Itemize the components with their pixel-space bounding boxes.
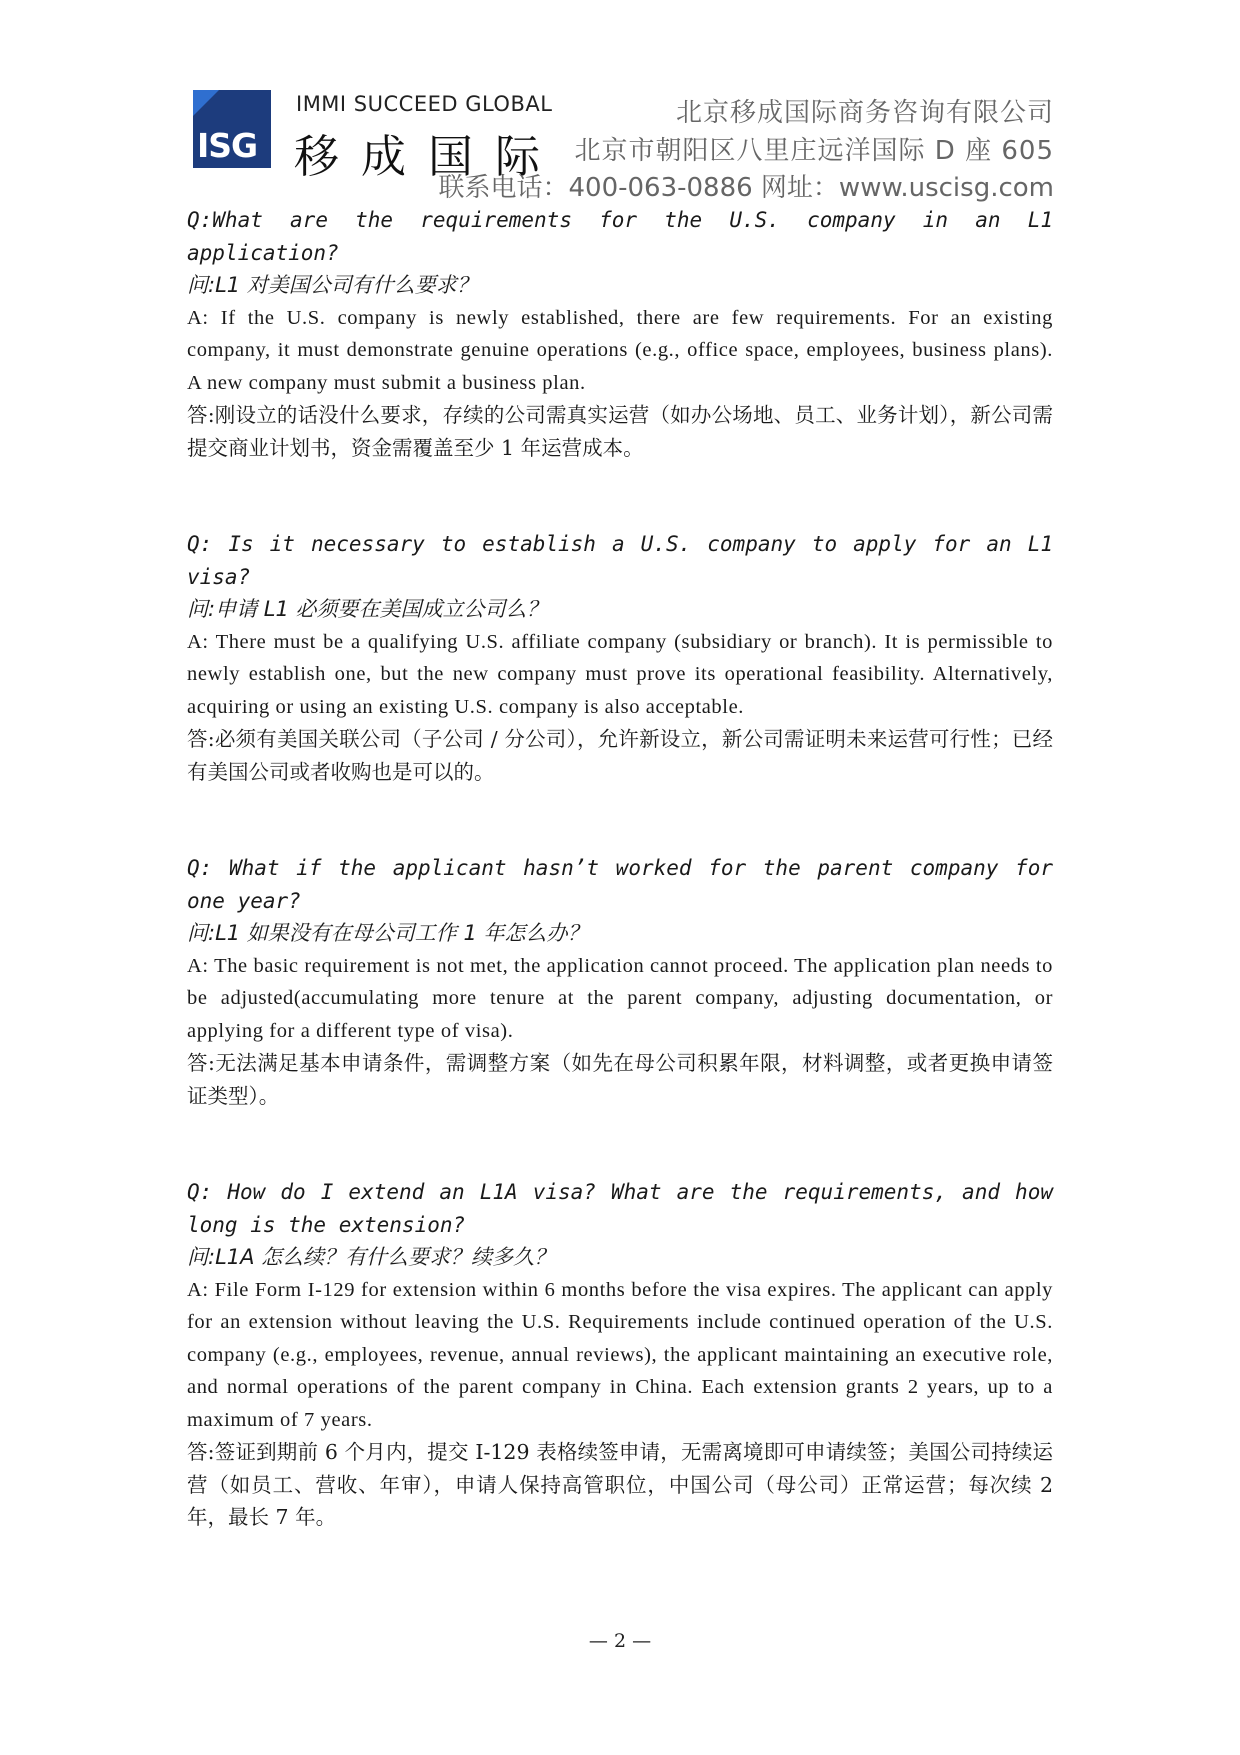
- question-english: Q: Is it necessary to establish a U.S. company to apply for an L1 visa?: [187, 532, 1053, 589]
- answer-chinese: 答:必须有美国关联公司（子公司 / 分公司），允许新设立，新公司需证明未来运营可行性；已经有美国公司或者收购也是可以的。: [187, 727, 1053, 784]
- question-english: Q:What are the requirements for the U.S. company in an L1 application?: [187, 208, 1053, 265]
- qa-item: [187, 852, 1053, 1112]
- answer-chinese: 答:签证到期前 6 个月内，提交 I-129 表格续签申请，无需离境即可申请续签；美国公司持续运营（如员工、营收、年审），申请人保持高管职位，中国公司（母公司）正常运营；每次续 2 年，最长 7 年。: [187, 1440, 1053, 1529]
- question-chinese: 问:L1 如果没有在母公司工作 1 年怎么办？: [187, 921, 589, 945]
- brand-name-english: IMMI SUCCEED GLOBAL: [296, 92, 553, 116]
- answer-english: A: There must be a qualifying U.S. affiliate company (subsidiary or branch). It is permissible to newly establish one, but the new company must prove its operational feasibility. Alternatively, acquiring or using an existing U.S. company is also acceptable.: [187, 630, 1053, 718]
- company-address: 北京市朝阳区八里庄远洋国际 D 座 605: [574, 136, 1054, 166]
- faq-content: [187, 204, 1053, 1534]
- letterhead: [0, 0, 1240, 210]
- page-number: — 2 —: [588, 1630, 652, 1652]
- qa-item: [187, 204, 1053, 464]
- answer-english: A: If the U.S. company is newly established, there are few requirements. For an existing company, it must demonstrate genuine operations (e.g., office space, employees, business plans). A new company must submit a business plan.: [187, 306, 1053, 394]
- answer-chinese: 答:无法满足基本申请条件，需调整方案（如先在母公司积累年限，材料调整，或者更换申请签证类型）。: [187, 1051, 1053, 1108]
- company-name: 北京移成国际商务咨询有限公司: [675, 98, 1054, 128]
- qa-item: [187, 528, 1053, 788]
- answer-english: A: The basic requirement is not met, the application cannot proceed. The application plan needs to be adjusted(accumulating more tenure at the parent company, adjusting documentation, or applying for a different type of visa).: [187, 954, 1053, 1042]
- qa-item: [187, 1176, 1053, 1534]
- company-contact: 联系电话：400-063-0886 网址：www.uscisg.com: [438, 173, 1054, 203]
- logo-mark: ISG: [197, 126, 258, 165]
- question-chinese: 问:L1 对美国公司有什么要求？: [187, 273, 478, 297]
- question-chinese: 问:申请 L1 必须要在美国成立公司么？: [187, 597, 548, 621]
- question-chinese: 问:L1A 怎么续？有什么要求？续多久？: [187, 1245, 556, 1269]
- question-english: Q: How do I extend an L1A visa? What are the requirements, and how long is the extension?: [187, 1180, 1053, 1237]
- isg-logo: [193, 90, 271, 168]
- answer-english: A: File Form I-129 for extension within 6 months before the visa expires. The applicant can apply for an extension without leaving the U.S. Requirements include continued operation of the U.S. company (e.g., employees, revenue, annual reviews), the applicant maintaining an executive role, and normal operations of the parent company in China. Each extension grants 2 years, up to a maximum of 7 years.: [187, 1278, 1053, 1431]
- brand-name-chinese: 移成国际: [294, 130, 563, 183]
- logo-corner-accent: [193, 90, 219, 116]
- answer-chinese: 答:刚设立的话没什么要求，存续的公司需真实运营（如办公场地、员工、业务计划），新公司需提交商业计划书，资金需覆盖至少 1 年运营成本。: [187, 403, 1053, 460]
- question-english: Q: What if the applicant hasn’t worked for the parent company for one year?: [187, 856, 1053, 913]
